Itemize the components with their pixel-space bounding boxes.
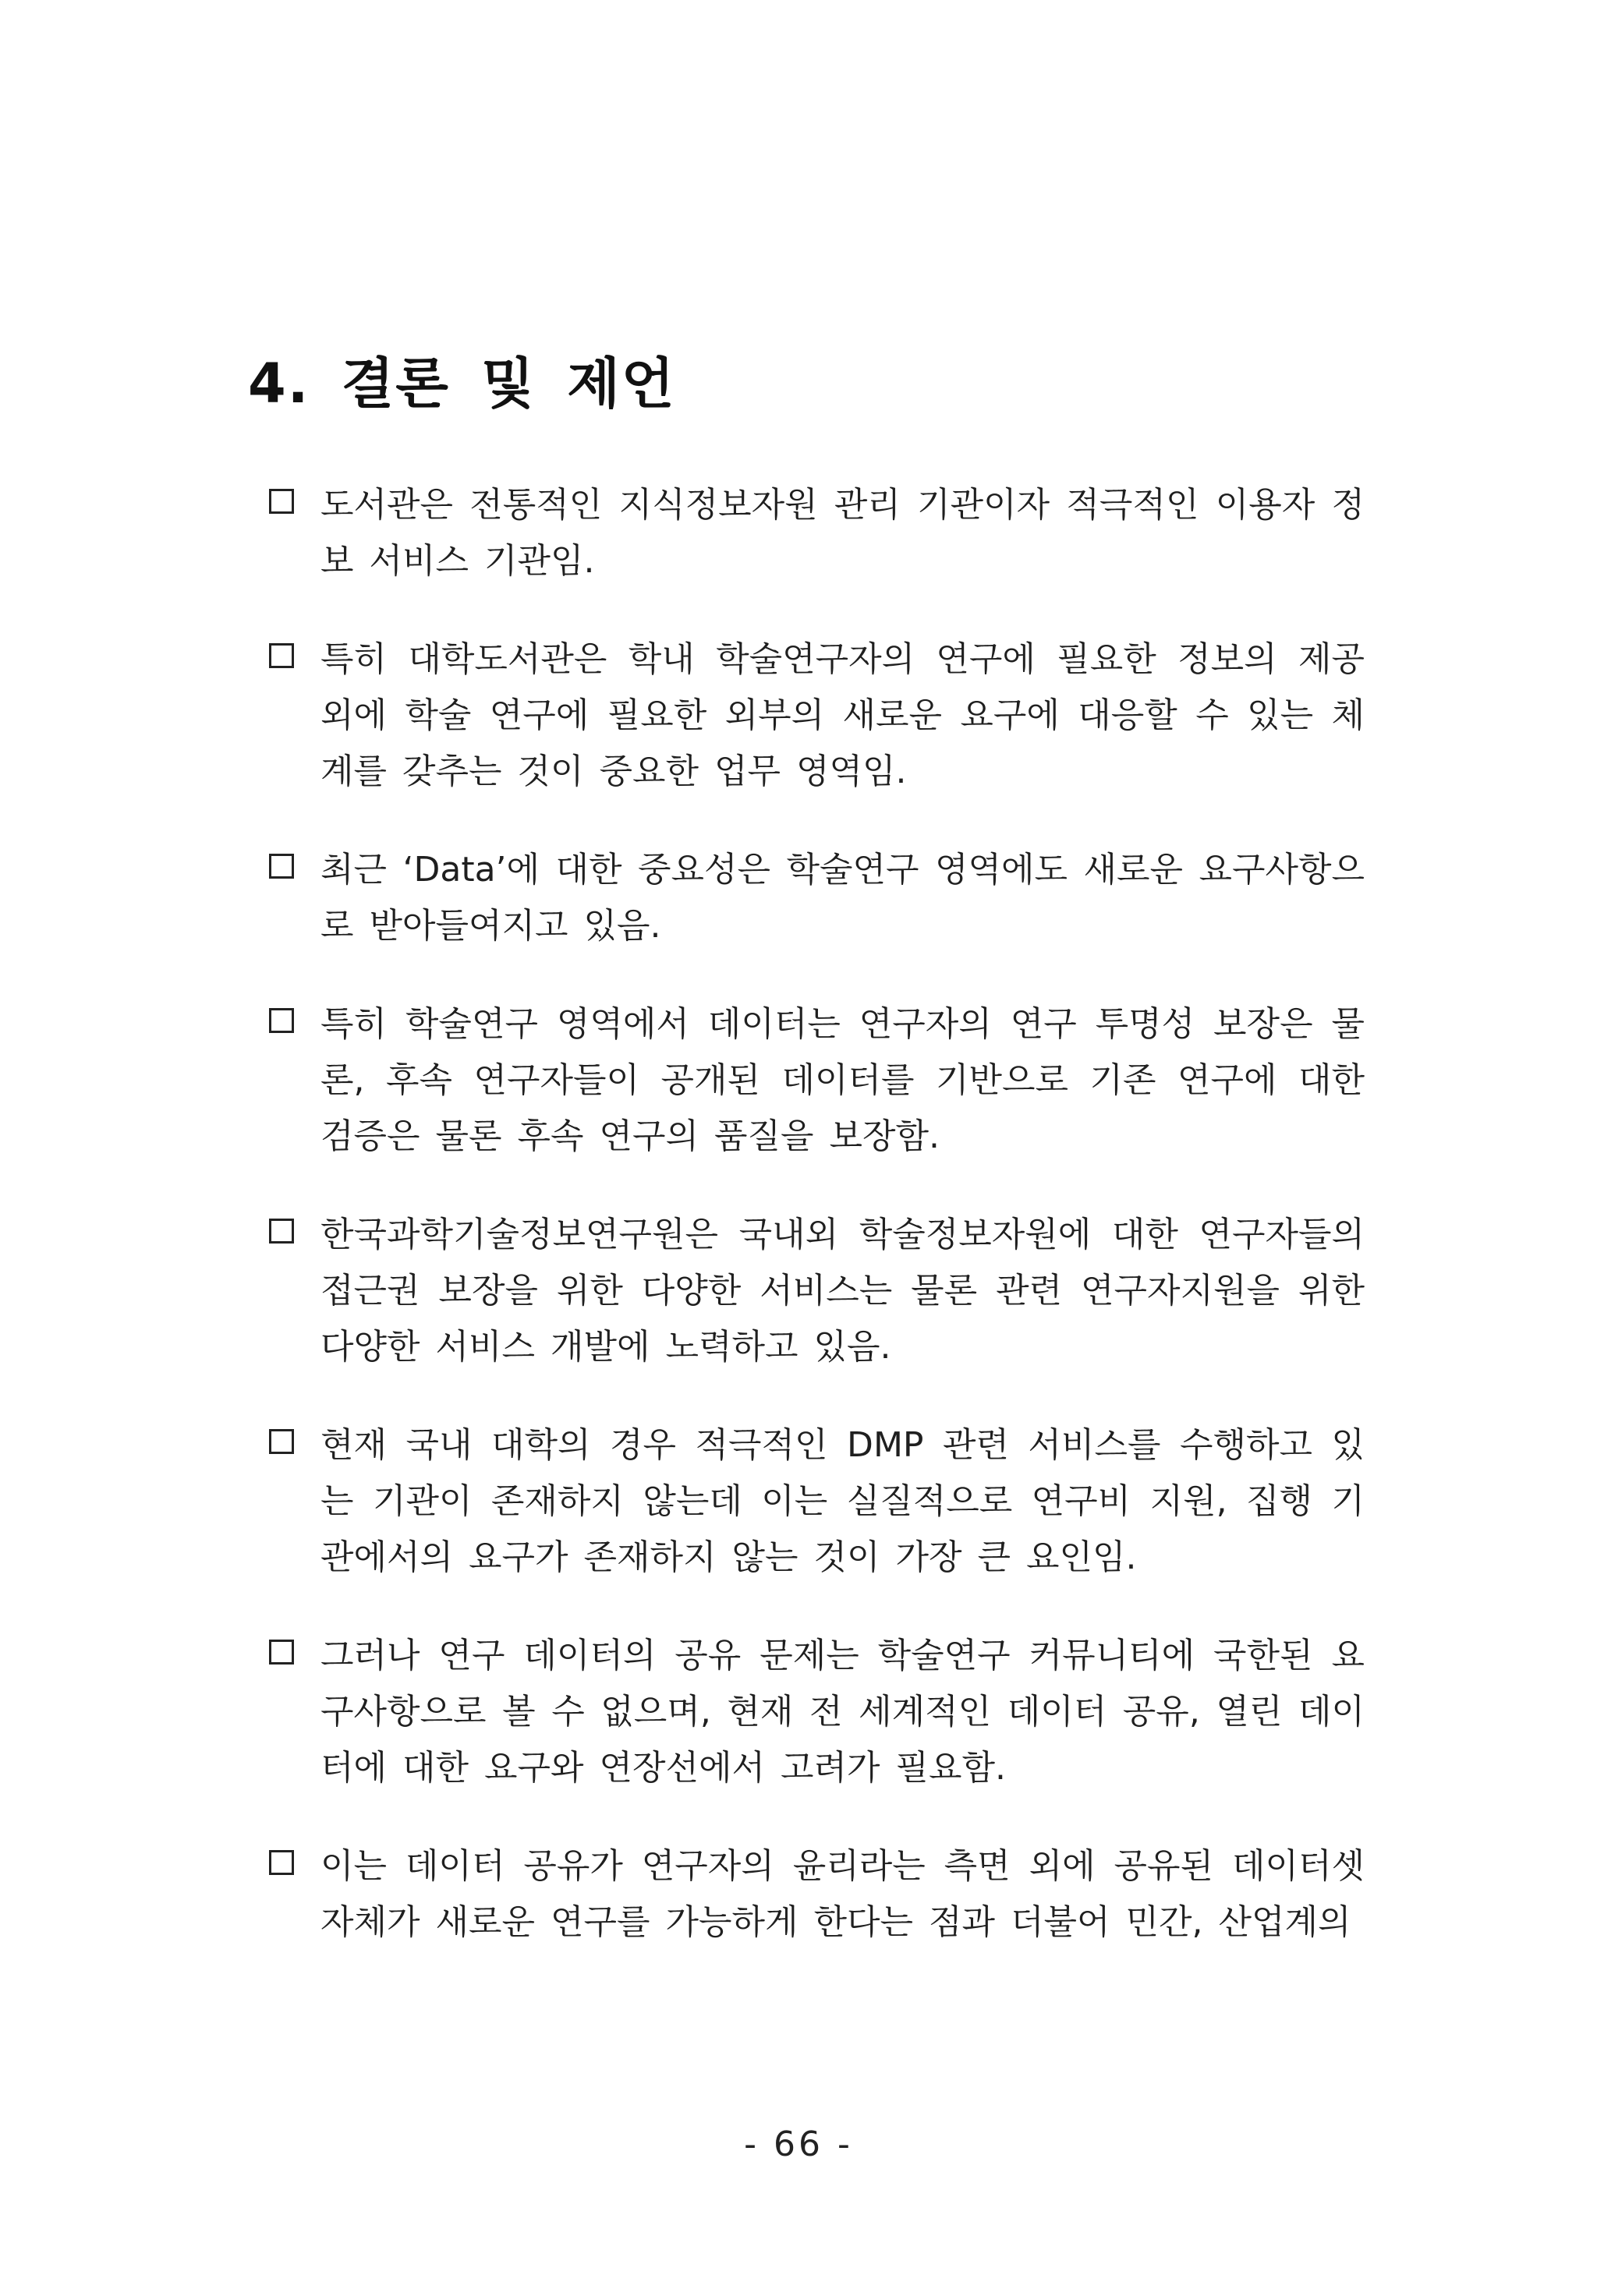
- list-item: [269, 1417, 1365, 1586]
- checkbox-square-icon: [269, 1008, 294, 1033]
- list-item-text: 특히 대학도서관은 학내 학술연구자의 연구에 필요한 정보의 제공 외에 학술 연구에 필요한 외부의 새로운 요구에 대응할 수 있는 체계를 갖추는 것이 중요한 업무 영역임.: [320, 639, 1365, 791]
- list-item-text: 특히 학술연구 영역에서 데이터는 연구자의 연구 투명성 보장은 물론, 후속 연구자들이 공개된 데이터를 기반으로 기존 연구에 대한 검증은 물론 후속 연구의 품질을 보장함.: [320, 1004, 1365, 1156]
- list-item: [269, 1628, 1365, 1796]
- checkbox-square-icon: [269, 1219, 294, 1244]
- page-number: - 66 -: [744, 2124, 853, 2164]
- checkbox-square-icon: [269, 1850, 294, 1875]
- list-item: [269, 1207, 1365, 1375]
- list-item: [269, 1838, 1365, 1951]
- list-item: [269, 842, 1365, 954]
- list-item: [269, 631, 1365, 800]
- section-title: 4. 결론 및 제언: [248, 352, 676, 416]
- checkbox-square-icon: [269, 1640, 294, 1665]
- checkbox-square-icon: [269, 489, 294, 514]
- list-item-text: 현재 국내 대학의 경우 적극적인 DMP 관련 서비스를 수행하고 있는 기관이 존재하지 않는데 이는 실질적으로 연구비 지원, 집행 기관에서의 요구가 존재하지 않는 것이 가장 큰 요인임.: [320, 1425, 1365, 1577]
- list-item-text: 도서관은 전통적인 지식정보자원 관리 기관이자 적극적인 이용자 정보 서비스 기관임.: [320, 485, 1365, 581]
- list-item-text: 그러나 연구 데이터의 공유 문제는 학술연구 커뮤니티에 국한된 요구사항으로 볼 수 없으며, 현재 전 세계적인 데이터 공유, 열린 데이터에 대한 요구와 연장선에서 고려가 필요함.: [320, 1636, 1365, 1788]
- checkbox-square-icon: [269, 854, 294, 879]
- list-item-text: 한국과학기술정보연구원은 국내외 학술정보자원에 대한 연구자들의 접근권 보장을 위한 다양한 서비스는 물론 관련 연구자지원을 위한 다양한 서비스 개발에 노력하고 있음.: [320, 1215, 1365, 1367]
- list-item: [269, 996, 1365, 1165]
- checkbox-square-icon: [269, 643, 294, 668]
- list-item-text: 최근 ‘Data’에 대한 중요성은 학술연구 영역에도 새로운 요구사항으로 받아들여지고 있음.: [320, 850, 1365, 946]
- list-item: [269, 477, 1365, 589]
- checkbox-square-icon: [269, 1429, 294, 1454]
- list-item-text: 이는 데이터 공유가 연구자의 윤리라는 측면 외에 공유된 데이터셋 자체가 새로운 연구를 가능하게 한다는 점과 더불어 민간, 산업계의: [320, 1846, 1365, 1942]
